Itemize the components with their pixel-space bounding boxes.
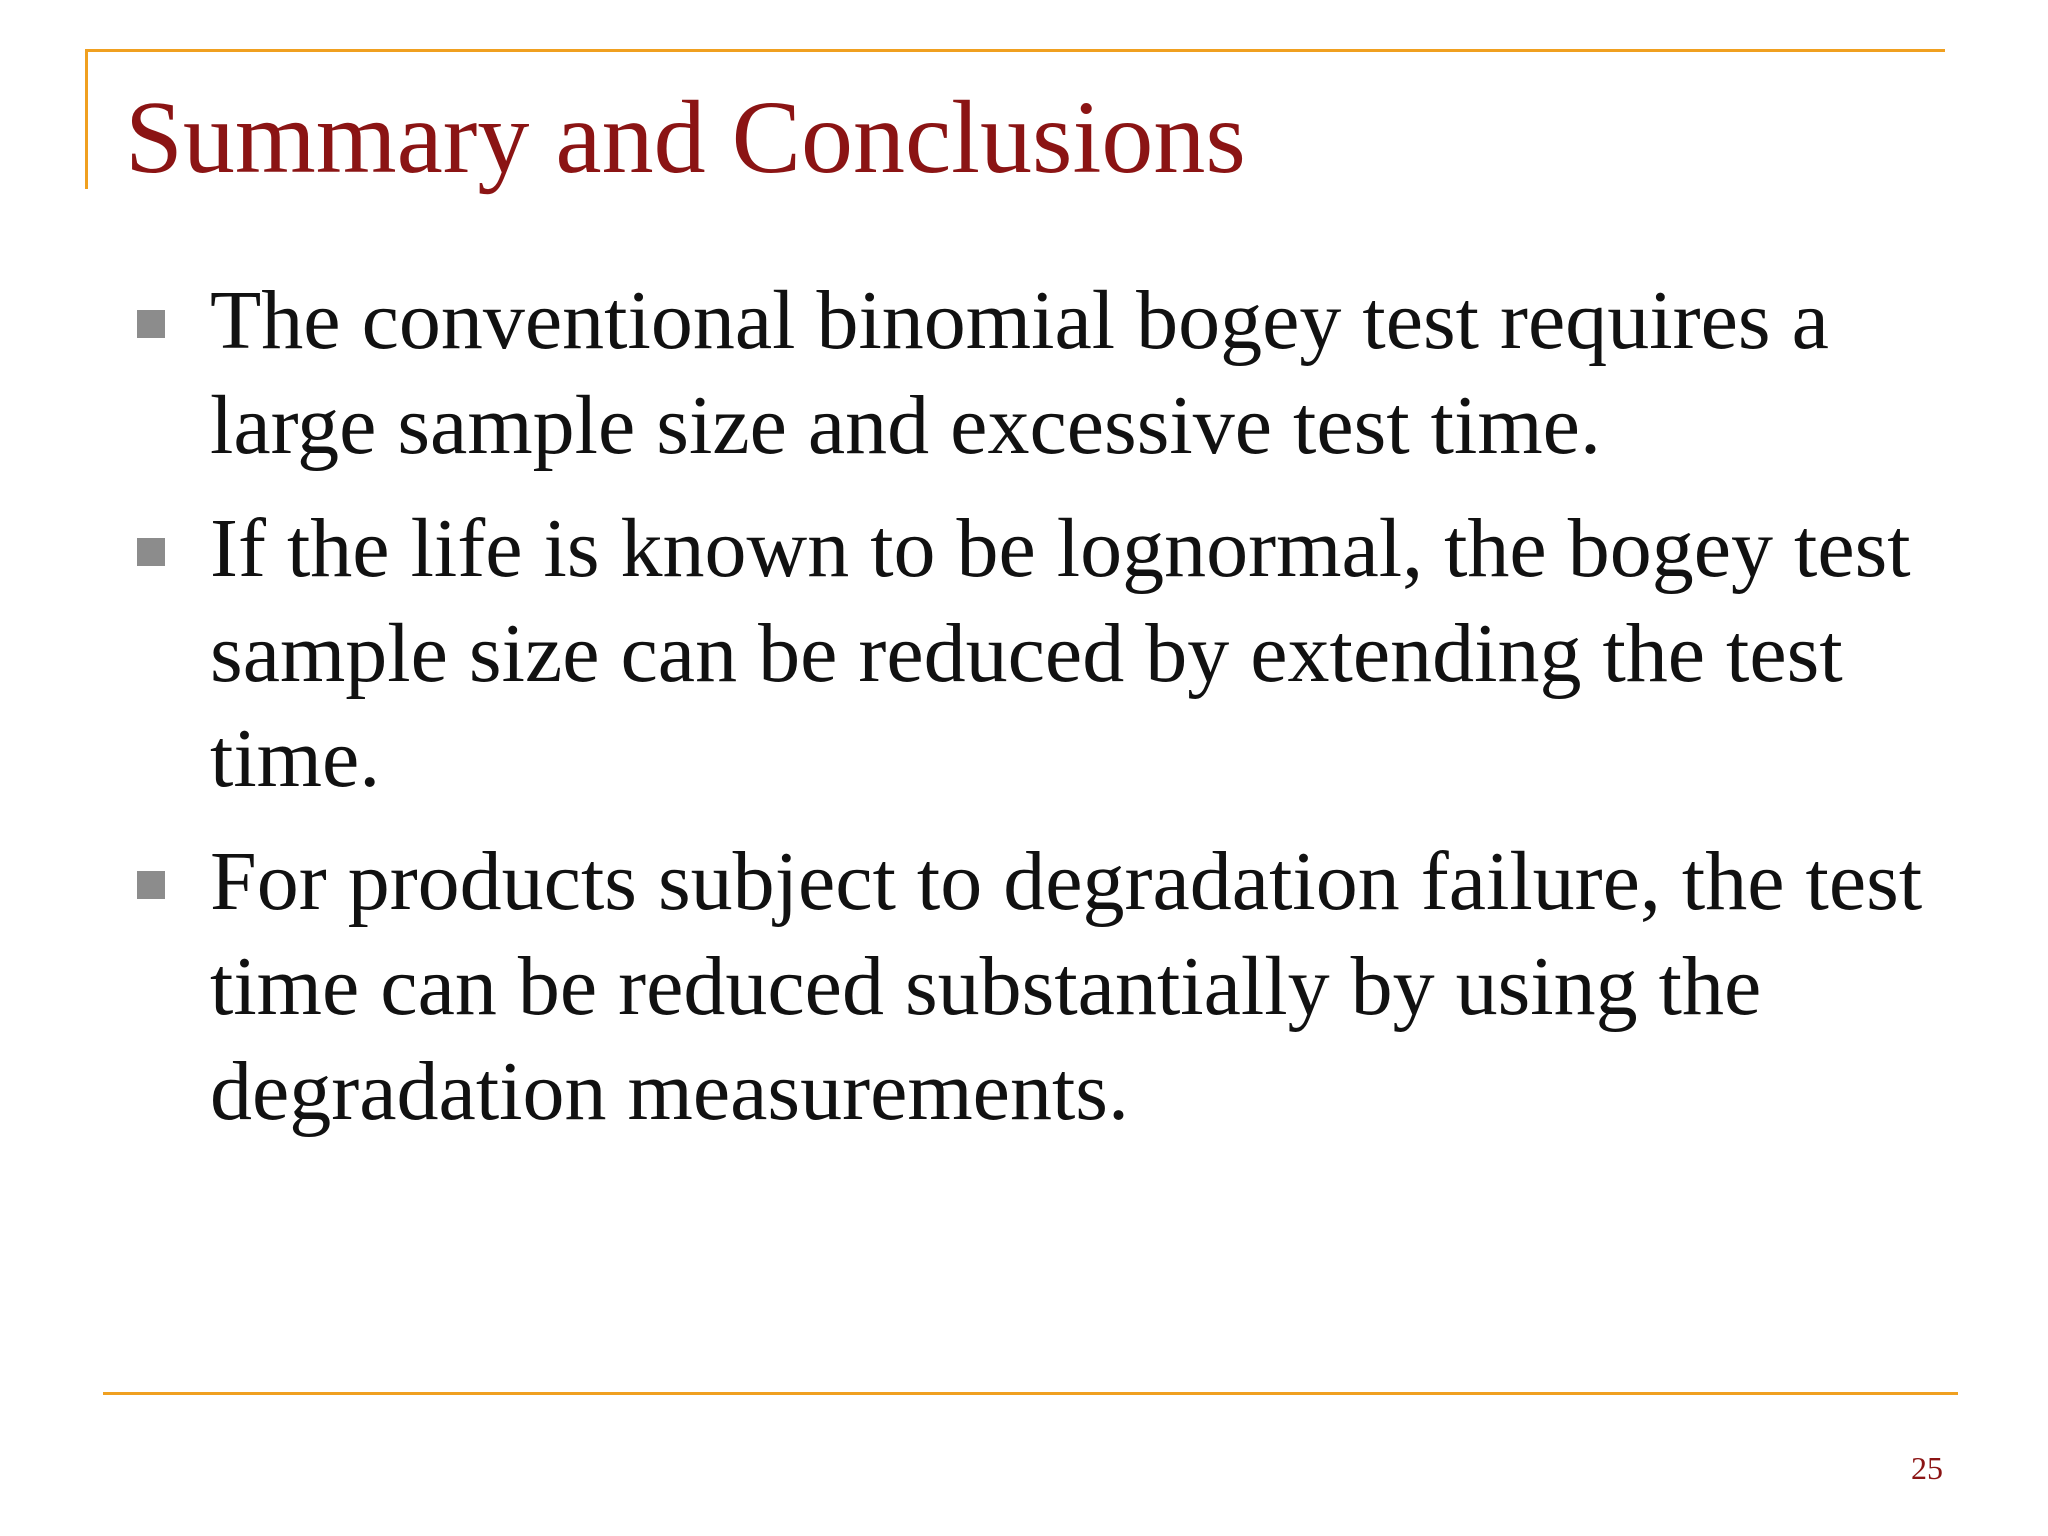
bottom-rule <box>103 1392 1958 1395</box>
bullet-item <box>130 496 1950 811</box>
square-bullet-icon <box>137 310 165 338</box>
left-rule <box>85 49 88 189</box>
page-number: 25 <box>1911 1450 1943 1486</box>
square-bullet-icon <box>137 871 165 899</box>
bullet-text: If the life is known to be lognormal, the bogey test sample size can be reduced by extending the test time. <box>210 502 1911 805</box>
bullet-item <box>130 268 1950 478</box>
bullet-list <box>130 268 1950 1162</box>
top-rule <box>85 49 1945 52</box>
bullet-text: For products subject to degradation failure, the test time can be reduced substantially by using the degradation measurements. <box>210 835 1923 1138</box>
square-bullet-icon <box>137 538 165 566</box>
bullet-item <box>130 829 1950 1144</box>
slide-title: Summary and Conclusions <box>125 80 1246 195</box>
bullet-text: The conventional binomial bogey test requires a large sample size and excessive test time. <box>210 274 1829 472</box>
